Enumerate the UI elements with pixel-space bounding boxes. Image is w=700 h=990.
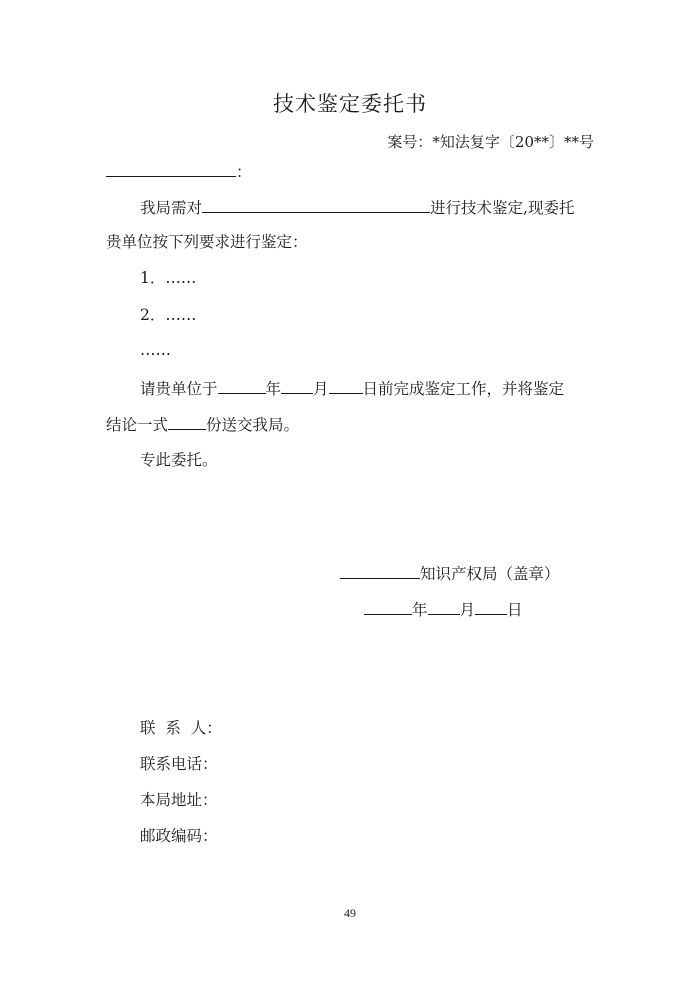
date-day-label: 日 [507,601,523,619]
case-number: 案号：*知法复字〔20**〕**号 [387,133,594,151]
signature-date-line [364,598,523,620]
para2-suffix: 日前完成鉴定工作，并将鉴定 [362,380,565,398]
date-year-label: 年 [412,601,428,619]
issuer-text: 知识产权局（盖章） [420,565,560,583]
address-label: 本局地址： [140,791,218,809]
contact-phone-label: 联系电话： [140,755,218,773]
document-title: 技术鉴定委托书 [273,92,427,116]
requirement-item-more: …… [140,341,171,359]
para3-suffix: 份送交我局。 [206,416,300,434]
subject-blank [202,196,430,213]
para3-prefix: 结论一式 [106,416,169,434]
paragraph-1-line-1 [140,196,574,218]
deadline-month-label: 月 [313,380,329,398]
postal-code-label: 邮政编码： [140,827,218,845]
page-number: 49 [344,906,356,920]
deadline-month-blank [281,377,313,394]
para1-prefix: 我局需对 [140,199,203,217]
recipient-blank [106,160,236,177]
closing-text: 专此委托。 [140,451,218,469]
paragraph-2-line-2 [106,413,299,435]
paragraph-1-line-2: 贵单位按下列要求进行鉴定： [106,233,308,251]
date-month-blank [428,598,460,615]
deadline-year-label: 年 [265,380,282,398]
issuer-blank [340,562,420,579]
date-year-blank [364,598,412,615]
para1-suffix: 进行技术鉴定,现委托 [430,199,575,217]
issuer-line [340,562,560,584]
requirement-item-1: 1．…… [140,269,197,287]
deadline-year-blank [218,377,266,394]
copies-blank [168,413,206,430]
recipient-colon: ： [236,163,252,181]
requirement-item-2: 2．…… [140,306,197,324]
date-month-label: 月 [459,601,476,619]
paragraph-2-line-1 [140,377,564,399]
para2-prefix: 请贵单位于 [140,380,218,398]
deadline-day-blank [329,377,363,394]
contact-person-label: 联 系 人： [140,719,222,737]
recipient-line [106,160,252,182]
date-day-blank [475,598,507,615]
